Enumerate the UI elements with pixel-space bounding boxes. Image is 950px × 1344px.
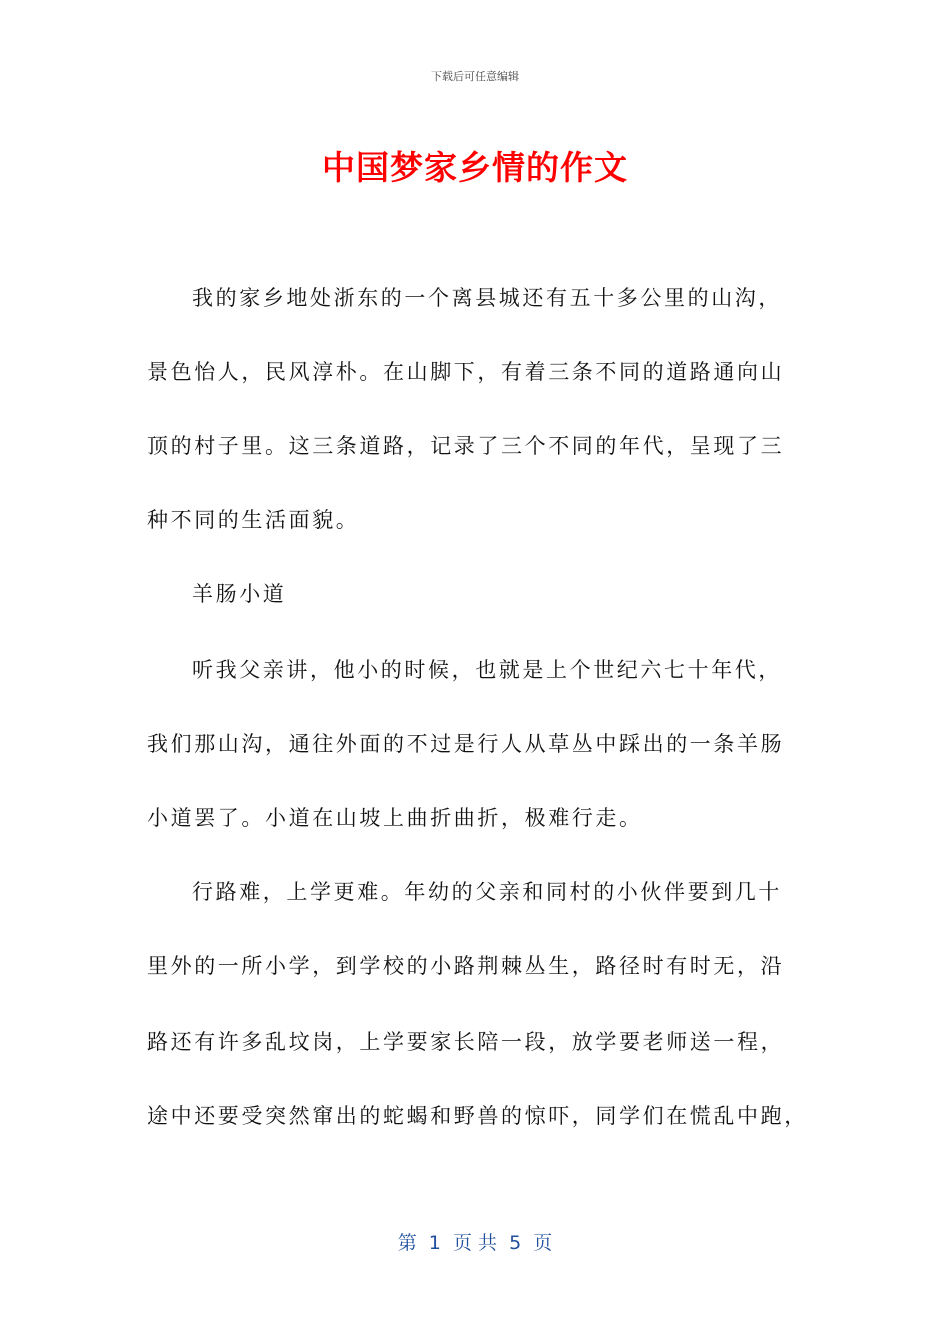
section-heading: 羊肠小道 xyxy=(192,582,287,606)
header-note: 下载后可任意编辑 xyxy=(431,70,519,83)
paragraph-line: 我的家乡地处浙东的一个离县城还有五十多公里的山沟， xyxy=(192,286,782,310)
paragraph-line: 我们那山沟，通往外面的不过是行人从草丛中踩出的一条羊肠 xyxy=(147,732,785,756)
paragraph-line: 里外的一所小学，到学校的小路荆棘丛生，路径时有时无，沿 xyxy=(147,954,785,978)
paragraph-line: 行路难，上学更难。年幼的父亲和同村的小伙伴要到几十 xyxy=(192,880,782,904)
paragraph-line: 听我父亲讲，他小的时候，也就是上个世纪六七十年代， xyxy=(192,658,782,682)
paragraph-line: 种不同的生活面貌。 xyxy=(147,508,360,532)
page-title: 中国梦家乡情的作文 xyxy=(322,148,628,187)
paragraph-line: 顶的村子里。这三条道路，记录了三个不同的年代，呈现了三 xyxy=(147,434,785,458)
paragraph-line: 路还有许多乱坟岗，上学要家长陪一段，放学要老师送一程， xyxy=(147,1030,785,1054)
paragraph-line: 途中还要受突然窜出的蛇蝎和野兽的惊吓，同学们在慌乱中跑， xyxy=(147,1104,808,1128)
page-footer: 第 1 页 共 5 页 xyxy=(397,1232,553,1254)
paragraph-line: 小道罢了。小道在山坡上曲折曲折，极难行走。 xyxy=(147,806,643,830)
paragraph-line: 景色怡人，民风淳朴。在山脚下，有着三条不同的道路通向山 xyxy=(147,360,785,384)
